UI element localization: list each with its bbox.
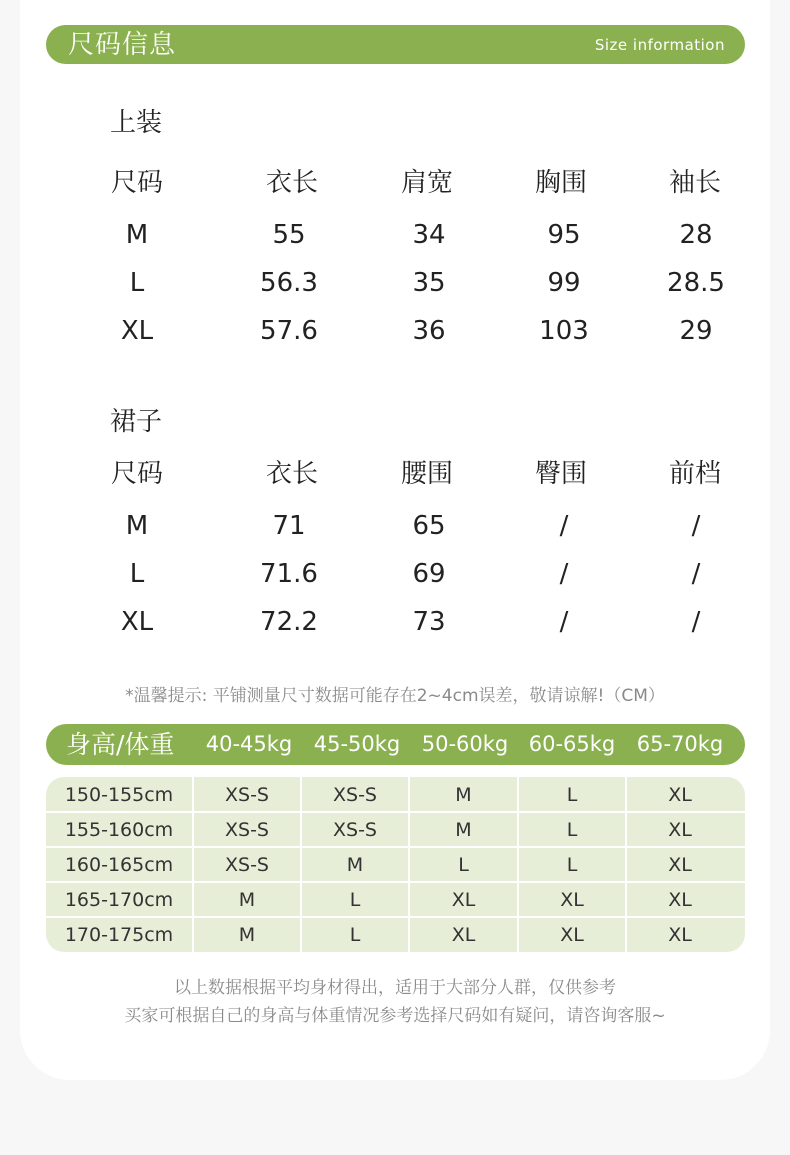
footer-line-1: 以上数据根据平均身材得出，适用于大部分人群，仅供参考 — [174, 978, 616, 998]
table-cell: 103 — [539, 316, 589, 346]
table-cell: 65 — [412, 511, 446, 541]
size-cell: XL — [668, 784, 692, 806]
measurement-note: *温馨提示: 平铺测量尺寸数据可能存在2~4cm误差，敬请谅解!（CM） — [125, 686, 665, 706]
height-cell: 165-170cm — [64, 889, 174, 911]
top-col-length: 衣长 — [265, 168, 318, 198]
table-cell: XL — [120, 316, 154, 346]
table-cell: / — [691, 607, 701, 637]
top-section-title: 上装 — [110, 108, 163, 138]
size-cell: L — [566, 819, 578, 841]
size-cell: XL — [560, 889, 584, 911]
height-cell: 155-160cm — [64, 819, 174, 841]
table-cell: 35 — [412, 268, 446, 298]
table-cell: 28 — [679, 220, 713, 250]
table-cell: M — [125, 511, 149, 541]
table-row — [46, 883, 745, 918]
weight-col: 65-70kg — [636, 732, 724, 756]
skirt-table-header — [0, 454, 790, 494]
size-cell: L — [349, 889, 361, 911]
skirt-col-hip: 臀围 — [534, 459, 587, 489]
table-cell: / — [559, 559, 569, 589]
size-recommendation-grid — [46, 777, 745, 952]
size-cell: M — [238, 924, 256, 946]
height-cell: 150-155cm — [64, 784, 174, 806]
table-cell: 95 — [547, 220, 581, 250]
size-cell: XL — [668, 854, 692, 876]
top-table-header — [0, 163, 790, 203]
header-subtitle: Size information — [594, 36, 725, 54]
table-row — [0, 263, 790, 303]
weight-col: 60-65kg — [528, 732, 616, 756]
table-cell: XL — [120, 607, 154, 637]
height-weight-header — [46, 724, 745, 765]
size-info-header — [46, 25, 745, 64]
weight-col: 45-50kg — [313, 732, 401, 756]
table-row — [0, 506, 790, 546]
size-cell: L — [566, 854, 578, 876]
skirt-col-rise: 前档 — [668, 459, 721, 489]
table-cell: L — [129, 268, 145, 298]
size-cell: XS-S — [225, 854, 269, 876]
table-row — [0, 554, 790, 594]
weight-col: 40-45kg — [205, 732, 293, 756]
top-col-chest: 胸围 — [534, 168, 587, 198]
size-cell: XS-S — [333, 819, 377, 841]
table-cell: L — [129, 559, 145, 589]
table-cell: / — [559, 511, 569, 541]
size-cell: L — [458, 854, 469, 876]
table-cell: 34 — [412, 220, 446, 250]
table-row — [46, 848, 745, 883]
height-cell: 160-165cm — [64, 854, 174, 876]
size-cell: XL — [668, 819, 692, 841]
table-cell: 73 — [412, 607, 446, 637]
table-row — [46, 918, 745, 952]
table-row — [46, 778, 745, 813]
size-cell: M — [346, 854, 364, 876]
table-cell: M — [125, 220, 149, 250]
skirt-col-length: 衣长 — [265, 459, 318, 489]
table-cell: 71.6 — [260, 559, 318, 589]
table-cell: / — [691, 559, 701, 589]
table-cell: 55 — [272, 220, 306, 250]
size-cell: M — [455, 784, 472, 806]
table-row — [0, 311, 790, 351]
height-cell: 170-175cm — [64, 924, 174, 946]
table-cell: 57.6 — [260, 316, 318, 346]
table-cell: 36 — [412, 316, 446, 346]
skirt-col-size: 尺码 — [110, 459, 163, 489]
size-cell: XL — [668, 924, 692, 946]
height-weight-title: 身高/体重 — [66, 730, 175, 759]
table-cell: 28.5 — [667, 268, 725, 298]
size-cell: XS-S — [333, 784, 377, 806]
table-cell: 69 — [412, 559, 446, 589]
size-cell: XS-S — [225, 819, 269, 841]
table-row — [46, 813, 745, 848]
table-row — [0, 602, 790, 642]
header-title: 尺码信息 — [68, 30, 177, 60]
top-col-size: 尺码 — [110, 168, 163, 198]
table-cell: 99 — [547, 268, 581, 298]
table-cell: 72.2 — [260, 607, 318, 637]
size-cell: L — [349, 924, 361, 946]
top-col-sleeve: 袖长 — [668, 168, 721, 198]
table-cell: 56.3 — [260, 268, 318, 298]
footer-line-2: 买家可根据自己的身高与体重情况参考选择尺码如有疑问，请咨询客服~ — [124, 1006, 666, 1026]
skirt-section-title: 裙子 — [110, 407, 163, 437]
table-cell: / — [559, 607, 569, 637]
size-cell: M — [238, 889, 256, 911]
table-cell: 71 — [272, 511, 306, 541]
size-cell: XL — [451, 889, 476, 911]
table-row — [0, 215, 790, 255]
table-cell: 29 — [679, 316, 713, 346]
weight-col: 50-60kg — [421, 732, 509, 756]
size-cell: XL — [451, 924, 476, 946]
top-col-shoulder: 肩宽 — [400, 168, 453, 198]
size-cell: XL — [560, 924, 584, 946]
table-cell: / — [691, 511, 701, 541]
size-cell: XL — [668, 889, 692, 911]
size-cell: L — [566, 784, 578, 806]
size-cell: XS-S — [225, 784, 269, 806]
size-cell: M — [455, 819, 472, 841]
skirt-col-waist: 腰围 — [400, 459, 453, 489]
